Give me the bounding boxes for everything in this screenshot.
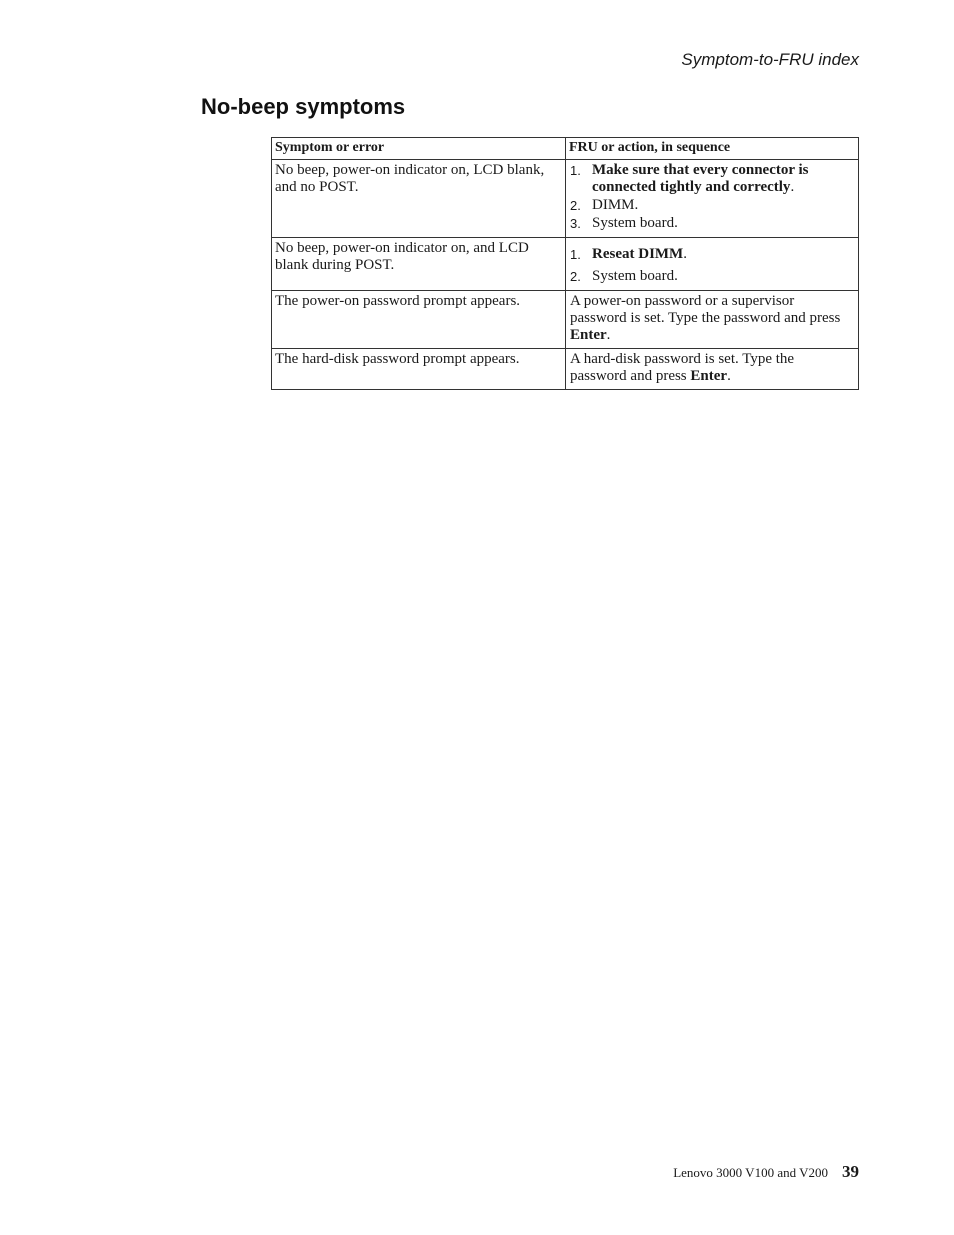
step-bold-text: Reseat DIMM bbox=[592, 246, 684, 262]
action-steps bbox=[570, 240, 854, 285]
page-number: 39 bbox=[842, 1162, 859, 1181]
section-title: No-beep symptoms bbox=[201, 94, 406, 119]
key-name: Enter bbox=[570, 327, 607, 343]
step-rest-text: . bbox=[790, 179, 795, 195]
action-text-end: . bbox=[606, 327, 611, 343]
action-cell bbox=[566, 291, 859, 349]
table-row bbox=[272, 160, 859, 238]
step-text: DIMM. bbox=[592, 197, 639, 213]
step-number: 1. bbox=[570, 247, 581, 262]
symptom-cell: No beep, power-on indicator on, LCD blank, and no POST. bbox=[272, 160, 566, 238]
column-header-symptom: Symptom or error bbox=[272, 138, 566, 160]
action-text-end: . bbox=[727, 368, 731, 384]
table-row bbox=[272, 349, 859, 390]
step-text bbox=[592, 246, 687, 263]
book-title: Lenovo 3000 V100 and V200 bbox=[673, 1165, 828, 1180]
action-step bbox=[570, 197, 854, 214]
symptom-table bbox=[271, 137, 859, 390]
symptom-cell: No beep, power-on indicator on, and LCD blank during POST. bbox=[272, 238, 566, 291]
page-footer bbox=[673, 1162, 859, 1182]
step-number: 1. bbox=[570, 163, 581, 178]
table-row bbox=[272, 238, 859, 291]
symptom-cell: The hard-disk password prompt appears. bbox=[272, 349, 566, 390]
symptom-cell: The power-on password prompt appears. bbox=[272, 291, 566, 349]
action-step bbox=[570, 246, 854, 263]
action-steps bbox=[570, 162, 854, 232]
step-number: 3. bbox=[570, 216, 581, 231]
table-header-row bbox=[272, 138, 859, 160]
action-cell bbox=[566, 238, 859, 291]
step-text: System board. bbox=[592, 268, 678, 284]
action-step bbox=[570, 162, 854, 196]
step-bold-text: Make sure that every connector is connected tightly and correctly bbox=[592, 162, 809, 195]
step-text bbox=[592, 162, 854, 196]
running-header: Symptom-to-FRU index bbox=[681, 50, 859, 69]
action-cell bbox=[566, 160, 859, 238]
action-text: A power-on password or a supervisor password is set. Type the password and press bbox=[570, 293, 841, 326]
column-header-fru-action: FRU or action, in sequence bbox=[566, 138, 859, 160]
action-step bbox=[570, 215, 854, 232]
action-text: A hard-disk password is set. Type the password and press bbox=[570, 351, 795, 384]
step-number: 2. bbox=[570, 269, 581, 284]
action-step bbox=[570, 268, 854, 285]
key-name: Enter bbox=[690, 368, 728, 384]
step-text: System board. bbox=[592, 215, 678, 231]
step-number: 2. bbox=[570, 198, 581, 213]
table-row bbox=[272, 291, 859, 349]
step-rest-text: . bbox=[683, 246, 687, 262]
action-cell bbox=[566, 349, 859, 390]
